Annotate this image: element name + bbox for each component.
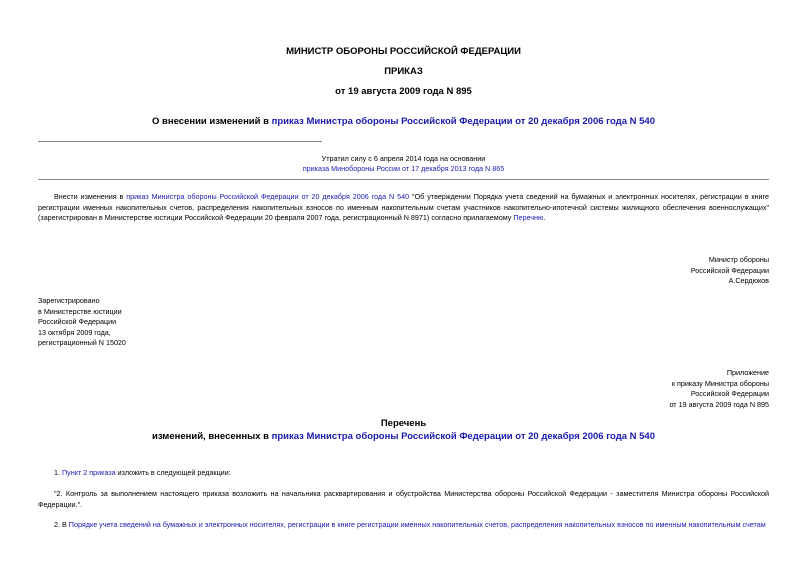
list-title: Перечень [380, 418, 427, 429]
list-subtitle-prefix: изменений, внесенных в [151, 431, 272, 442]
doc-title-link[interactable]: приказ Министра обороны Российской Федерации от 20 декабря 2006 года N 540 [271, 116, 655, 127]
registration-line-4: 13 октября 2009 года, [38, 327, 111, 337]
appendix-line-4: от 19 августа 2009 года N 895 [669, 399, 769, 409]
body-paragraph [38, 192, 769, 224]
appendix-line-2: к приказу Министра обороны [671, 378, 769, 388]
appendix-line-3: Российской Федерации [690, 389, 769, 398]
body-list-link[interactable]: Перечню [513, 213, 544, 222]
signature-block [469, 255, 769, 287]
registration-block [38, 296, 338, 349]
divider-short [38, 141, 322, 142]
item-1-link[interactable]: Пункт 2 приказа [62, 468, 116, 477]
item-1-text: изложить в следующей редакции: [115, 468, 231, 477]
list-subtitle-link[interactable]: приказ Министра обороны Российской Федерации от 20 декабря 2006 года N 540 [271, 431, 656, 442]
doc-type-heading: ПРИКАЗ [384, 66, 423, 77]
body-order-link[interactable]: приказ Министра обороны Российской Федерации от 20 декабря 2006 года N 540 [126, 192, 410, 201]
signature-line-1: Министр обороны [708, 255, 769, 264]
body-text: "Об утверждении Порядка учета сведений на бумажных и электронных носителях, регистрации в книге регистрации именных накопительных счетов, распределения накопительных взносов по именным накопительным счетам участников накопительно-ипотечной системы жилищного обеспечения военнослужащих" (зарегистрирован в Министерстве юстиции Российской Федерации 20 февраля 2007 года, регистрационный N 8971) согласно прилагаемому [38, 192, 769, 222]
repeal-notice-line: Утратил силу с 6 апреля 2014 года на основании [321, 154, 486, 163]
quoted-paragraph: "2. Контроль за выполнением настоящего приказа возложить на начальника расквартирования и обустройства Министерства обороны Российской Федерации - заместителя Министра обороны Российской Федерации.". [38, 489, 769, 509]
signature-line-2: Российской Федерации [690, 265, 769, 275]
doc-date-heading: от 19 августа 2009 года N 895 [335, 86, 472, 97]
item-2-link[interactable]: Порядке учета сведений на бумажных и электронных носителях, регистрации в книге регистрации именных накопительных счетов, распределения накопительных взносов по именным накопительным счетам [68, 520, 766, 529]
item-2-number: 2. В [54, 520, 69, 529]
body-end: . [543, 213, 546, 222]
registration-line-2: в Министерстве юстиции [38, 306, 122, 316]
appendix-line-1: Приложение [726, 368, 769, 377]
body-prefix: Внести изменения в [54, 192, 127, 201]
registration-line-5: регистрационный N 15020 [38, 338, 126, 347]
appendix-block [469, 368, 769, 410]
signature-line-3: А.Сердюков [728, 276, 769, 285]
doc-title-prefix: О внесении изменений в [152, 116, 272, 127]
list-subtitle [0, 431, 807, 442]
list-item-2 [54, 520, 769, 531]
repeal-notice-link[interactable]: приказа Минобороны России от 17 декабря 2013 года N 865 [302, 164, 505, 173]
repeal-notice-link-line [0, 164, 807, 175]
list-item-1 [54, 468, 769, 479]
ministry-heading: МИНИСТР ОБОРОНЫ РОССИЙСКОЙ ФЕДЕРАЦИИ [286, 46, 521, 57]
registration-line-3: Российской Федерации [38, 317, 117, 326]
registration-line-1: Зарегистрировано [38, 296, 100, 305]
doc-title [0, 116, 807, 127]
item-1-number: 1. [54, 468, 62, 477]
divider-full [38, 179, 769, 180]
